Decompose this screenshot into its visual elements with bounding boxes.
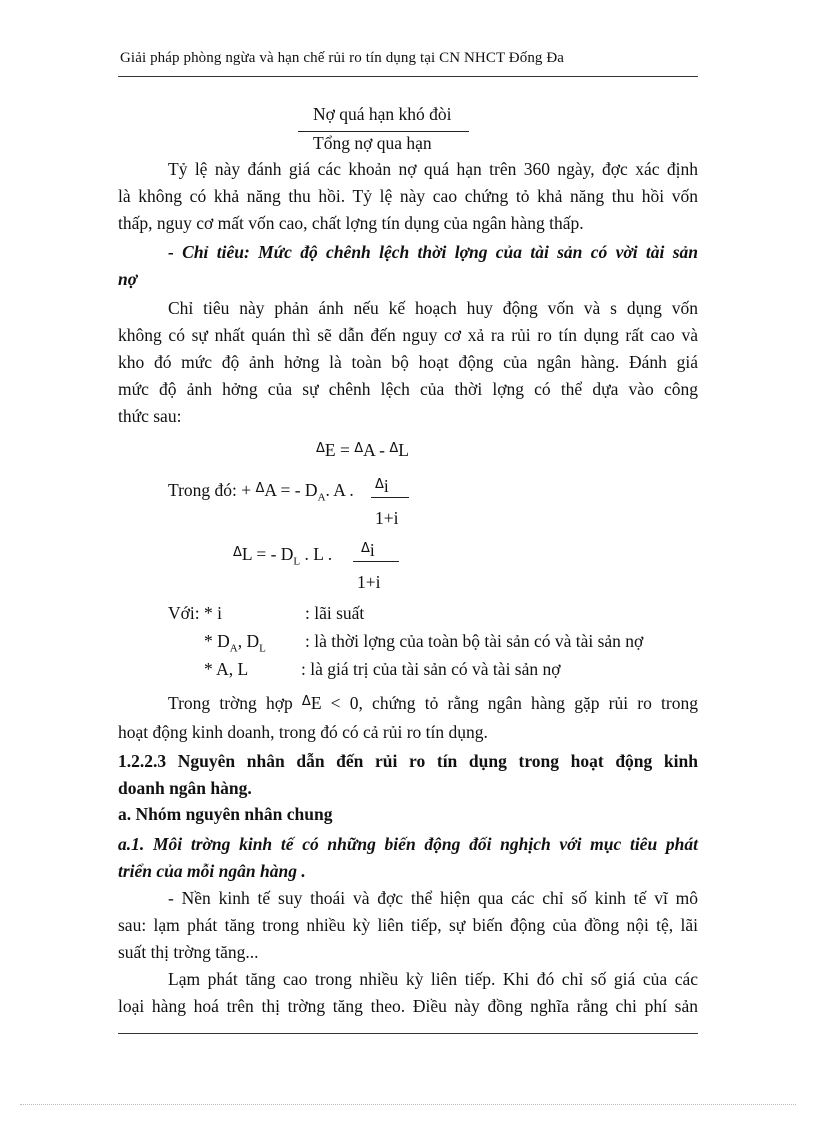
text-line: a.1. Môi trờng kinh tế có những biến động đối nghịch với mục tiêu phát (118, 834, 698, 854)
header-rule (118, 76, 698, 77)
text-line: thức sau: (118, 406, 182, 426)
fraction-denominator: 1+i (357, 572, 381, 592)
fraction-denominator: 1+i (375, 508, 399, 528)
text-line: - Nền kinh tế suy thoái và đợc thể hiện qua các chỉ số kinh tế vĩ mô (168, 888, 698, 908)
text-line: triển của mỗi ngân hàng . (118, 861, 306, 881)
paragraph-condition (118, 690, 698, 746)
definition-label: * A, L (204, 659, 249, 679)
delta-symbol: Δ (361, 541, 370, 556)
text-line: doanh ngân hàng. (118, 778, 252, 798)
delta-symbol: Δ (316, 441, 325, 456)
fraction-numerator: Nợ quá hạn khó đòi (313, 104, 452, 124)
text-line: suất thị trờng tăng... (118, 942, 259, 962)
formula-delta-l: $^\Delta$L = - $D_L$ . L . (233, 544, 333, 568)
paragraph-indicator-description (118, 295, 698, 430)
text-line: không có sự nhất quán thì sẽ dẫn đến nguy cơ xả ra rủi ro tín dụng rất cao và (118, 325, 698, 345)
formula-delta-a: Trong đó: + $^\Delta$A = - $D_A$. A . (168, 480, 354, 504)
delta-symbol: Δ (233, 545, 242, 560)
fraction-denominator: Tổng nợ qua hạn (313, 133, 432, 153)
paragraph-inflation (118, 966, 698, 1020)
text-line: loại hàng hoá trên thị trờng tăng theo. Điều này đồng nghĩa rằng chi phí sản (118, 996, 698, 1016)
subsubsection-heading (118, 831, 698, 885)
paragraph-economy (118, 885, 698, 966)
delta-symbol: Δ (255, 481, 265, 496)
fraction-bar (298, 131, 469, 132)
text-line: thấp, nguy cơ mất vốn cao, chất lợng tín dụng của ngân hàng thấp. (118, 213, 584, 233)
indicator-heading (118, 239, 698, 293)
page-header: Giải pháp phòng ngừa và hạn chế rủi ro tín dụng tại CN NHCT Đống Đa (120, 50, 565, 66)
delta-symbol: Δ (301, 694, 311, 709)
delta-symbol: Δ (375, 477, 384, 492)
delta-symbol: Δ (389, 441, 399, 456)
text-line: mức độ ảnh hởng của sự chênh lệch của thời lợng có thể dựa vào công (118, 379, 698, 399)
text-line: Trong trờng hợp $^\Delta$E < 0, chứng tỏ rằng ngân hàng gặp rủi ro trong (168, 693, 698, 713)
text-line: - Chỉ tiêu: Mức độ chênh lệch thời lợng của tài sản có vời tài sản (168, 242, 698, 262)
text-line: Tỷ lệ này đánh giá các khoản nợ quá hạn trên 360 ngày, đợc xác định (168, 159, 698, 179)
delta-symbol: Δ (354, 441, 364, 456)
text-line: Lạm phát tăng cao trong nhiều kỳ liên tiếp. Khi đó chỉ số giá của các (168, 969, 698, 989)
footer-rule (118, 1033, 698, 1034)
definition-text: : là giá trị của tài sản có và tài sản nợ (301, 659, 561, 679)
definition-text: : là thời lợng của toàn bộ tài sản có và tài sản nợ (305, 631, 644, 651)
text-line: nợ (118, 269, 138, 289)
paragraph-ratio-description (118, 156, 698, 237)
text-line: Chỉ tiêu này phản ánh nếu kế hoạch huy động vốn và s dụng vốn (168, 298, 698, 318)
text-line: là không có khả năng thu hồi. Tỷ lệ này cao chứng tỏ khả năng thu hồi vốn (118, 186, 698, 206)
text-line: hoạt động kinh doanh, trong đó có cả rủi ro tín dụng. (118, 722, 488, 742)
page-edge-dots (20, 1104, 796, 1105)
definition-text: : lãi suất (305, 603, 365, 623)
fraction-numerator: $^\Delta$i (371, 476, 409, 498)
section-heading (118, 748, 698, 802)
subsection-heading: a. Nhóm nguyên nhân chung (118, 804, 333, 824)
definition-label: Với: * i (168, 603, 222, 623)
formula-main: $^\Delta$E = $^\Delta$A - $^\Delta$L (316, 440, 409, 460)
text-line: sau: lạm phát tăng trong nhiều kỳ liên tiếp, sự biến động của đồng nội tệ, lãi (118, 915, 698, 935)
text-line: kho đó mức độ ảnh hởng là toàn bộ hoạt động của ngân hàng. Đánh giá (118, 352, 698, 372)
fraction-numerator: $^\Delta$i (353, 540, 399, 562)
text-line: 1.2.2.3 Nguyên nhân dẫn đến rủi ro tín dụng trong hoạt động kinh (118, 751, 698, 771)
definition-label: * $D_A$, $D_L$ (204, 631, 266, 655)
